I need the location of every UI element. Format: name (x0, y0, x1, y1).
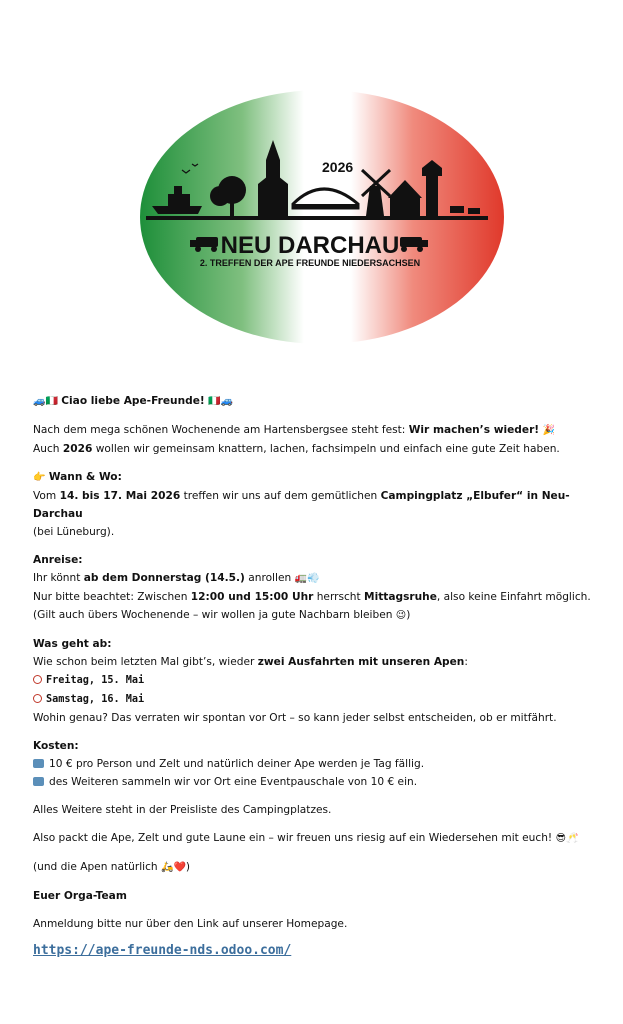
register-note: Anmeldung bitte nur über den Link auf unserer Homepage. (33, 918, 348, 930)
program-date-1: Freitag, 15. Mai (33, 671, 593, 690)
wink-icon: 😉 (395, 610, 407, 621)
arrival-heading: Anreise: (33, 554, 83, 566)
logo-title: NEU DARCHAU (220, 232, 400, 259)
homepage-link[interactable]: https://ape-freunde-nds.odoo.com/ (33, 943, 292, 958)
pointing-hand-icon: 👉 (33, 472, 46, 483)
when-line-1: Vom 14. bis 17. Mai 2026 treffen wir uns auf dem gemütlichen Campingplatz „Elbufer“ in Neu-Darchau (33, 490, 570, 520)
when-line-2: (bei Lüneburg). (33, 526, 115, 538)
ape-flag-emoji-right: 🇮🇹🚙 (208, 396, 234, 407)
arrival-line-3: (Gilt auch übers Wochenende – wir wollen ja gute Nachbarn bleiben 😉) (33, 606, 593, 625)
when-heading: 👉 Wann & Wo: (33, 468, 593, 487)
signature: Euer Orga-Team (33, 890, 127, 902)
clock-icon (33, 675, 42, 684)
scooter-heart-icon: 🛵❤️ (161, 862, 186, 873)
arrival-line-2: Nur bitte beachtet: Zwischen 12:00 und 15:00 Uhr herrscht Mittagsruhe, also keine Einfahrt möglich. (33, 591, 591, 603)
costs-heading: Kosten: (33, 740, 79, 752)
intro-line-2: Auch 2026 wollen wir gemeinsam knattern, lachen, fachsimpeln und einfach eine gute Zeit haben. (33, 443, 560, 455)
logo-year: 2026 (322, 159, 354, 175)
greeting: 🚙🇮🇹 Ciao liebe Ape-Freunde! 🇮🇹🚙 (33, 392, 593, 411)
program-date-2: Samstag, 16. Mai (33, 690, 593, 709)
truck-icon: 🚛💨 (294, 573, 320, 584)
party-icon: 🎉 (542, 425, 555, 436)
sunglasses-icon: 😎🥂 (555, 833, 579, 844)
program-line-4: Wohin genau? Das verraten wir spontan vor Ort – so kann jeder selbst entscheiden, ob er mitfährt. (33, 712, 557, 724)
closing-line: Also packt die Ape, Zelt und gute Laune ein – wir freuen uns riesig auf ein Wiedersehen mit euch! 😎🥂 (33, 829, 593, 848)
program-heading: Was geht ab: (33, 638, 112, 650)
announcement-text (33, 392, 593, 961)
pricelist-note: Alles Weitere steht in der Preisliste des Campingplatzes. (33, 804, 332, 816)
logo-subtitle: 2. TREFFEN DER APE FREUNDE NIEDERSACHSEN (199, 258, 421, 268)
money-icon (33, 759, 44, 768)
clock-icon (33, 694, 42, 703)
program-line-1: Wie schon beim letzten Mal gibt’s, wieder zwei Ausfahrten mit unseren Apen: (33, 656, 468, 668)
money-icon (33, 777, 44, 786)
arrival-line-1: Ihr könnt ab dem Donnerstag (14.5.) anrollen 🚛💨 (33, 569, 593, 588)
intro-line-1: Nach dem mega schönen Wochenende am Hartensbergsee steht fest: Wir machen’s wieder! 🎉 (33, 421, 593, 440)
event-logo (138, 88, 506, 346)
apes-line: (und die Apen natürlich 🛵❤️) (33, 858, 593, 877)
cost-item-1: 10 € pro Person und Zelt und natürlich deiner Ape werden je Tag fällig. (33, 755, 593, 773)
cost-item-2: des Weiteren sammeln wir vor Ort eine Eventpauschale von 10 € ein. (33, 773, 593, 791)
ape-flag-emoji-left: 🚙🇮🇹 (33, 396, 58, 407)
